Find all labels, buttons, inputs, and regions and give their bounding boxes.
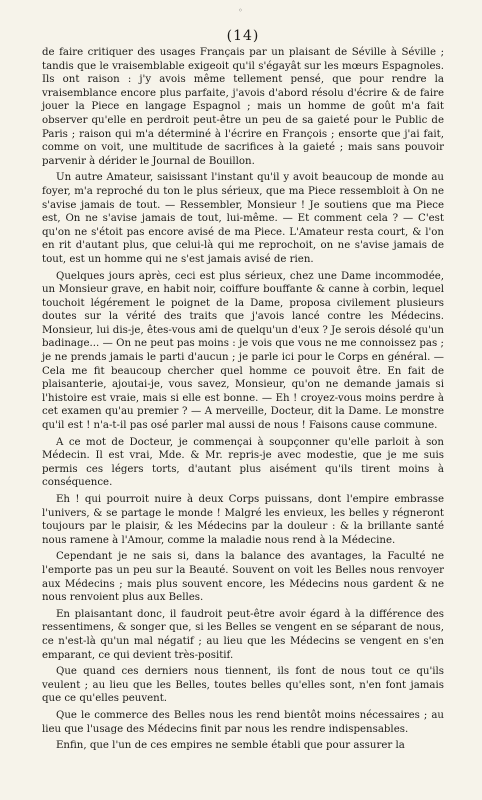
paragraph: de faire critiquer des usages Français par un plaisant de Séville à Séville ; tandis que le vraisemblable exigeoit qu'il s'égayât sur les mœurs Espagnoles. Ils ont raison : j'y avois même tellement pensé, que pour rendre la vraisemblance encore plus parfaite, j'avois d'abord résolu d'écrire & de faire jouer la Piece en langage Espagnol ; mais un homme de goût m'a fait observer qu'elle en perdroit peut-être un peu de sa gaieté pour le Public de Paris ; raison qui m'a déterminé à l'écrire en François ; ensorte que j'ai fait, comme on voit, une multitude de sacrifices à la gaieté ; mais sans pouvoir parvenir à dérider le Journal de Bouillon. (42, 47, 444, 167)
paragraph: A ce mot de Docteur, je commençai à soupçonner qu'elle parloit à son Médecin. Il est vrai, Mde. & Mr. repris-je avec modestie, que je me suis permis ces légers torts, d'autant plus aisément qu'ils tirent moins à conséquence. (42, 436, 444, 489)
ink-mark: ◦ (238, 6, 243, 15)
paragraph: Cependant je ne sais si, dans la balance des avantages, la Faculté ne l'emporte pas un peu sur la Beauté. Souvent on voit les Belles nous renvoyer aux Médecins ; mais plus souvent encore, les Médecins nous gardent & ne nous renvoient plus aux Belles. (42, 551, 444, 604)
body-text (42, 46, 444, 753)
paragraph: Quelques jours après, ceci est plus sérieux, chez une Dame incommodée, un Monsieur grave, en habit noir, coiffure bouffante & canne à corbin, lequel touchoit légérement le poignet de la Dame, proposa civilement plusieurs doutes sur la vérité des traits que j'avois lancé contre les Médecins. Monsieur, lui dis-je, êtes-vous ami de quelqu'un d'eux ? Je serois désolé qu'un badinage... — On ne peut pas moins : je vois que vous ne me connoissez pas ; je ne prends jamais le parti d'aucun ; je parle ici pour le Corps en général. — Cela me fit beaucoup chercher quel homme ce pouvoit être. En fait de plaisanterie, ajoutai-je, vous savez, Monsieur, qu'on ne demande jamais si l'histoire est vraie, mais si elle est bonne. — Eh ! croyez-vous moins perdre à cet examen qu'au premier ? — A merveille, Docteur, dit la Dame. Le monstre qu'il est ! n'a-t-il pas osé parler mal aussi de nous ! Faisons cause commune. (42, 270, 444, 432)
paragraph: Eh ! qui pourroit nuire à deux Corps puissans, dont l'empire embrasse l'univers, & se partage le monde ! Malgré les envieux, les belles y régneront toujours par le plaisir, & les Médecins par la douleur : & la brillante santé nous ramene à l'Amour, comme la maladie nous rend à la Médecine. (42, 494, 444, 546)
page-number: (14) (226, 28, 260, 44)
paragraph: Que quand ces derniers nous tiennent, ils font de nous tout ce qu'ils veulent ; au lieu que les Belles, toutes belles qu'elles sont, n'en font jamais que ce qu'elles peuvent. (42, 666, 444, 705)
paragraph: Que le commerce des Belles nous les rend bientôt moins nécessaires ; au lieu que l'usage des Médecins finit par nous les rendre indispensables. (42, 709, 444, 735)
paragraph: En plaisantant donc, il faudroit peut-être avoir égard à la différence des ressentimens, & songer que, si les Belles se vengent en se séparant de nous, ce n'est-là qu'un mal négatif ; au lieu que les Médecins se vengent en s'en emparant, ce qui devient très-positif. (42, 608, 444, 661)
paragraph: Enfin, que l'un de ces empires ne semble établi que pour assurer la (56, 740, 405, 752)
paragraph: Un autre Amateur, saisissant l'instant qu'il y avoit beaucoup de monde au foyer, m'a reproché du ton le plus sérieux, que ma Piece ressembloit à On ne s'avise jamais de tout. — Ressembler, Monsieur ! Je soutiens que ma Piece est, On ne s'avise jamais de tout, lui-même. — Et comment cela ? — C'est qu'on ne s'étoit pas encore avisé de ma Piece. L'Amateur resta court, & l'on en rit d'autant plus, que celui-là qui me reprochoit, on ne s'avise jamais de tout, est un homme qui ne s'est jamais avisé de rien. (42, 172, 444, 265)
